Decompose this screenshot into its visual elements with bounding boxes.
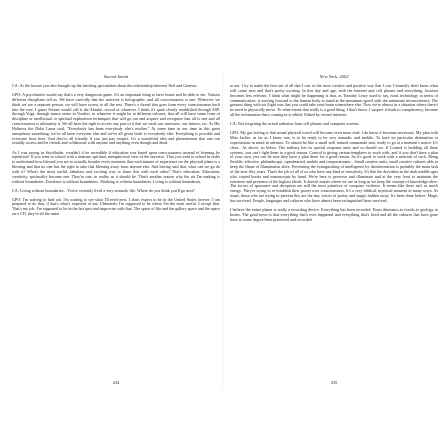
paragraph: As I was saying in Stockholm, wouldn't it be incredible if education was based upon consciousness instead of learning by repetition? If you went to school with a shaman, spiritual, metaphysical view of the universe. That you went to school in order to understand how blessed you are to actually breathe every moment; that each minute of experience on the physical plane is a blessing and that no one has the right to take that blessing away from anyone else. And having said that, what can we go do with it? What's the most useful, fabulous and exciting way to share this with each other? That's education. Education, creativity, spirituality become one. They're one, in reality as it should be. That's another reason why the art I'm making is without boundaries. Existence is without boundaries. Thinking is without boundaries. Living is without boundaries. <box>12 149 220 184</box>
left-page <box>12 74 220 386</box>
right-page <box>230 74 438 386</box>
left-page-body <box>12 84 220 217</box>
paragraph: CA: At the lecture you also brought up the teaching speculation about the relationship between Neil and Genesis. <box>12 83 198 88</box>
paragraph: CA: Not forgetting the actual radiation from cell phones and computer screens. <box>230 121 360 127</box>
paragraph: GPO: I'm waiting to find out. I'm waiting to see what I'll need next. I don't expect to be in the United States forever; I am prepared to do that, if that's what's expected of me. Ultimately I'm supposed to be where I'm the most useful. I accept that. That's my job. I'm supposed to be in the hot spot and improvise with that. The space of life and the gallery space and the space on a CD, they're all the same <box>12 196 220 217</box>
right-page-body <box>230 84 438 223</box>
paragraph: to me. I try to make the best out of all that I can, in the most creative and positive way that I can. I honestly don't know what will come next and that's pretty exciting. In this day and age, with the Internet and cell phones and everything, location becomes less relevant. I think what might be happening is that, as Timothy Leary used to say, most technology in terms of communication, is moving forward to the human body to stand at the maximum speed with the minimum inconvenience. The greatest thing with air flight was that you could take your brain somewhere else. Now we're almost in a situation where there's no need to physically move. To what extent that really is a good thing, I don't know. I suspect it leads to complacency, because all the information that's coming in is edited. Edited by vested interests. <box>230 83 438 118</box>
paragraph: I believe the entire planet is really a recording device. Everything has been recorded. From dinosaurs as fossils to geology to books. The good news is that everything that's ever happened and everything that's lived and all the cultures that have gone have to some degree been preserved and recorded. <box>230 206 438 222</box>
gutter-divider <box>222 70 223 390</box>
paragraph: GPO: A psychiatrist would say that's a very dangerous game. It's an important thing to have learnt and be able to see. Various different disciplines tell us. We have carefully that the universe is holographic, and all consciousness is one. Wherever we think we are a separate person, we will have access to all the rest. There's a thread that goes from every consciousness back into the root. I guess Steiner would call it the Akashic record or whatever. I think it's quite clearly established through ESP, through Yoga, through trance states in Voodoo, or whatever it might be in different cultures, that all will have some form of discipline or intellectual or spiritual exploration techniques that will go out and acquire and recognize that all is one and all consciousness is ultimately it. We all have the right to access any part of it that we wish: our ancestors, our futures, etc. As His Holiness the Dalai Lama said, "Everybody has been everybody else's mother." At some time in our time in this great amorphous something, we've all been everyone else and we've all given birth to everybody else. Everything is possible and everyone lives here. And they're all friendly if you just pay respect. It's a wonderful idea and phenomenon that one can actually access and be friends and collaborate with anyone and anything even though and dead. <box>12 92 220 146</box>
paragraph: CA: Living without boundaries... You're certainly lived a very nomadic life. Where do you think you'll go next? <box>12 187 195 193</box>
left-page-number: 234 <box>112 380 120 385</box>
left-running-head: Sacred Intent <box>103 74 129 79</box>
right-page-number: 235 <box>330 380 338 385</box>
paragraph: GPO: My gut feeling is that actual physical travel will become even more vital. I do know it becomes necessary. My plan with Miss Jackie, as far as I know one, is to be ready to be very nomadic and mobile. To have no particular destination or expectations in mind in advance. To almost be like a small well trained commando unit, ready to go at a moment's notice. It's clear... As above, so below. The military has its special response units and so should we. If Control is building all these systems, you can't fight them in a good reason. Control is giving certain templates to work with, and if you don't have a plan of your own, you can be sure they have a plan there for a good reason. So it's good to work with a network of such. Being flexible, effective, philanthropic, openhearted, mobile and compassionate... Small creative units, small creative cultures able to keep the flame of illumination alive. Preventing the extinguishing of intelligence by disinformation is probably the main task of the next fifty years. That's the job of all of us who have any kind of sensitivity. It's like the dervishes in the dark middle ages who copied books and manuscripts by hand. We're here to preserve and illuminate and at the very least to maintain the existence and presence of the highest ideals. It doesn't matter where we are as long as we keep the concept of knowledge alive. The forces of ignorance and deception are still the most primitive of weapons: violence. It seems like there isn't as much energy. They're trying to re-establish their power over consciousness. It's a very biblical, mythical moment in many ways. As usual, those who are trying to prevent this are the tiny voices of poetry and magic hidden away. It's been done before. Magic has survived. People, languages and cultures who have almost been extinguished have survived. <box>230 130 438 203</box>
right-running-head: New York, 2002 <box>319 74 349 79</box>
